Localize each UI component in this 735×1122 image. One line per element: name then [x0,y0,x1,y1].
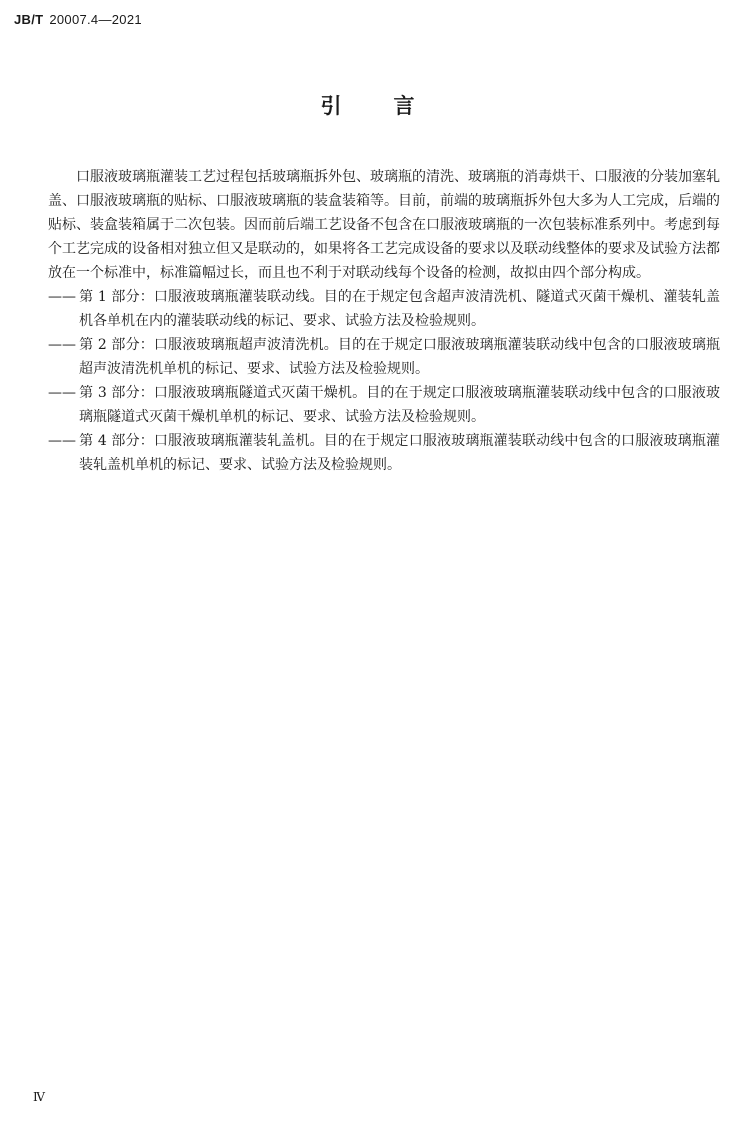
page-number: Ⅳ [33,1090,45,1104]
part-item-3 [48,381,720,429]
intro-paragraph: 口服液玻璃瓶灌装工艺过程包括玻璃瓶拆外包、玻璃瓶的清洗、玻璃瓶的消毒烘干、口服液的分装加塞轧盖、口服液玻璃瓶的贴标、口服液玻璃瓶的装盒装箱等。目前，前端的玻璃瓶拆外包大多为人工完成，后端的贴标、装盒装箱属于二次包装。因而前后端工艺设备不包含在口服液玻璃瓶的一次包装标准系列中。考虑到每个工艺完成的设备相对独立但又是联动的，如果将各工艺完成设备的要求以及联动线整体的要求及试验方法都放在一个标准中，标准篇幅过长，而且也不利于对联动线每个设备的检测，故拟由四个部分构成。 [48,169,720,281]
part-item-4 [48,429,720,477]
dash-marker: —— [48,289,76,305]
standard-number: 20007.4—2021 [49,12,142,27]
part-text: 第 2 部分：口服液玻璃瓶超声波清洗机。目的在于规定口服液玻璃瓶灌装联动线中包含的口服液玻璃瓶超声波清洗机单机的标记、要求、试验方法及检验规则。 [79,337,720,377]
part-item-1 [48,285,720,333]
dash-marker: —— [48,337,76,353]
part-text: 第 1 部分：口服液玻璃瓶灌装联动线。目的在于规定包含超声波清洗机、隧道式灭菌干燥机、灌装轧盖机各单机在内的灌装联动线的标记、要求、试验方法及检验规则。 [79,289,720,329]
document-body [48,165,720,477]
standard-code: JB/T [14,12,44,27]
dash-marker: —— [48,385,76,401]
dash-marker: —— [48,433,76,449]
document-header [14,12,142,27]
page-title: 引言 [320,94,467,118]
part-item-2 [48,333,720,381]
part-text: 第 3 部分：口服液玻璃瓶隧道式灭菌干燥机。目的在于规定口服液玻璃瓶灌装联动线中包含的口服液玻璃瓶隧道式灭菌干燥机单机的标记、要求、试验方法及检验规则。 [79,385,720,425]
part-text: 第 4 部分：口服液玻璃瓶灌装轧盖机。目的在于规定口服液玻璃瓶灌装联动线中包含的口服液玻璃瓶灌装轧盖机单机的标记、要求、试验方法及检验规则。 [79,433,720,473]
